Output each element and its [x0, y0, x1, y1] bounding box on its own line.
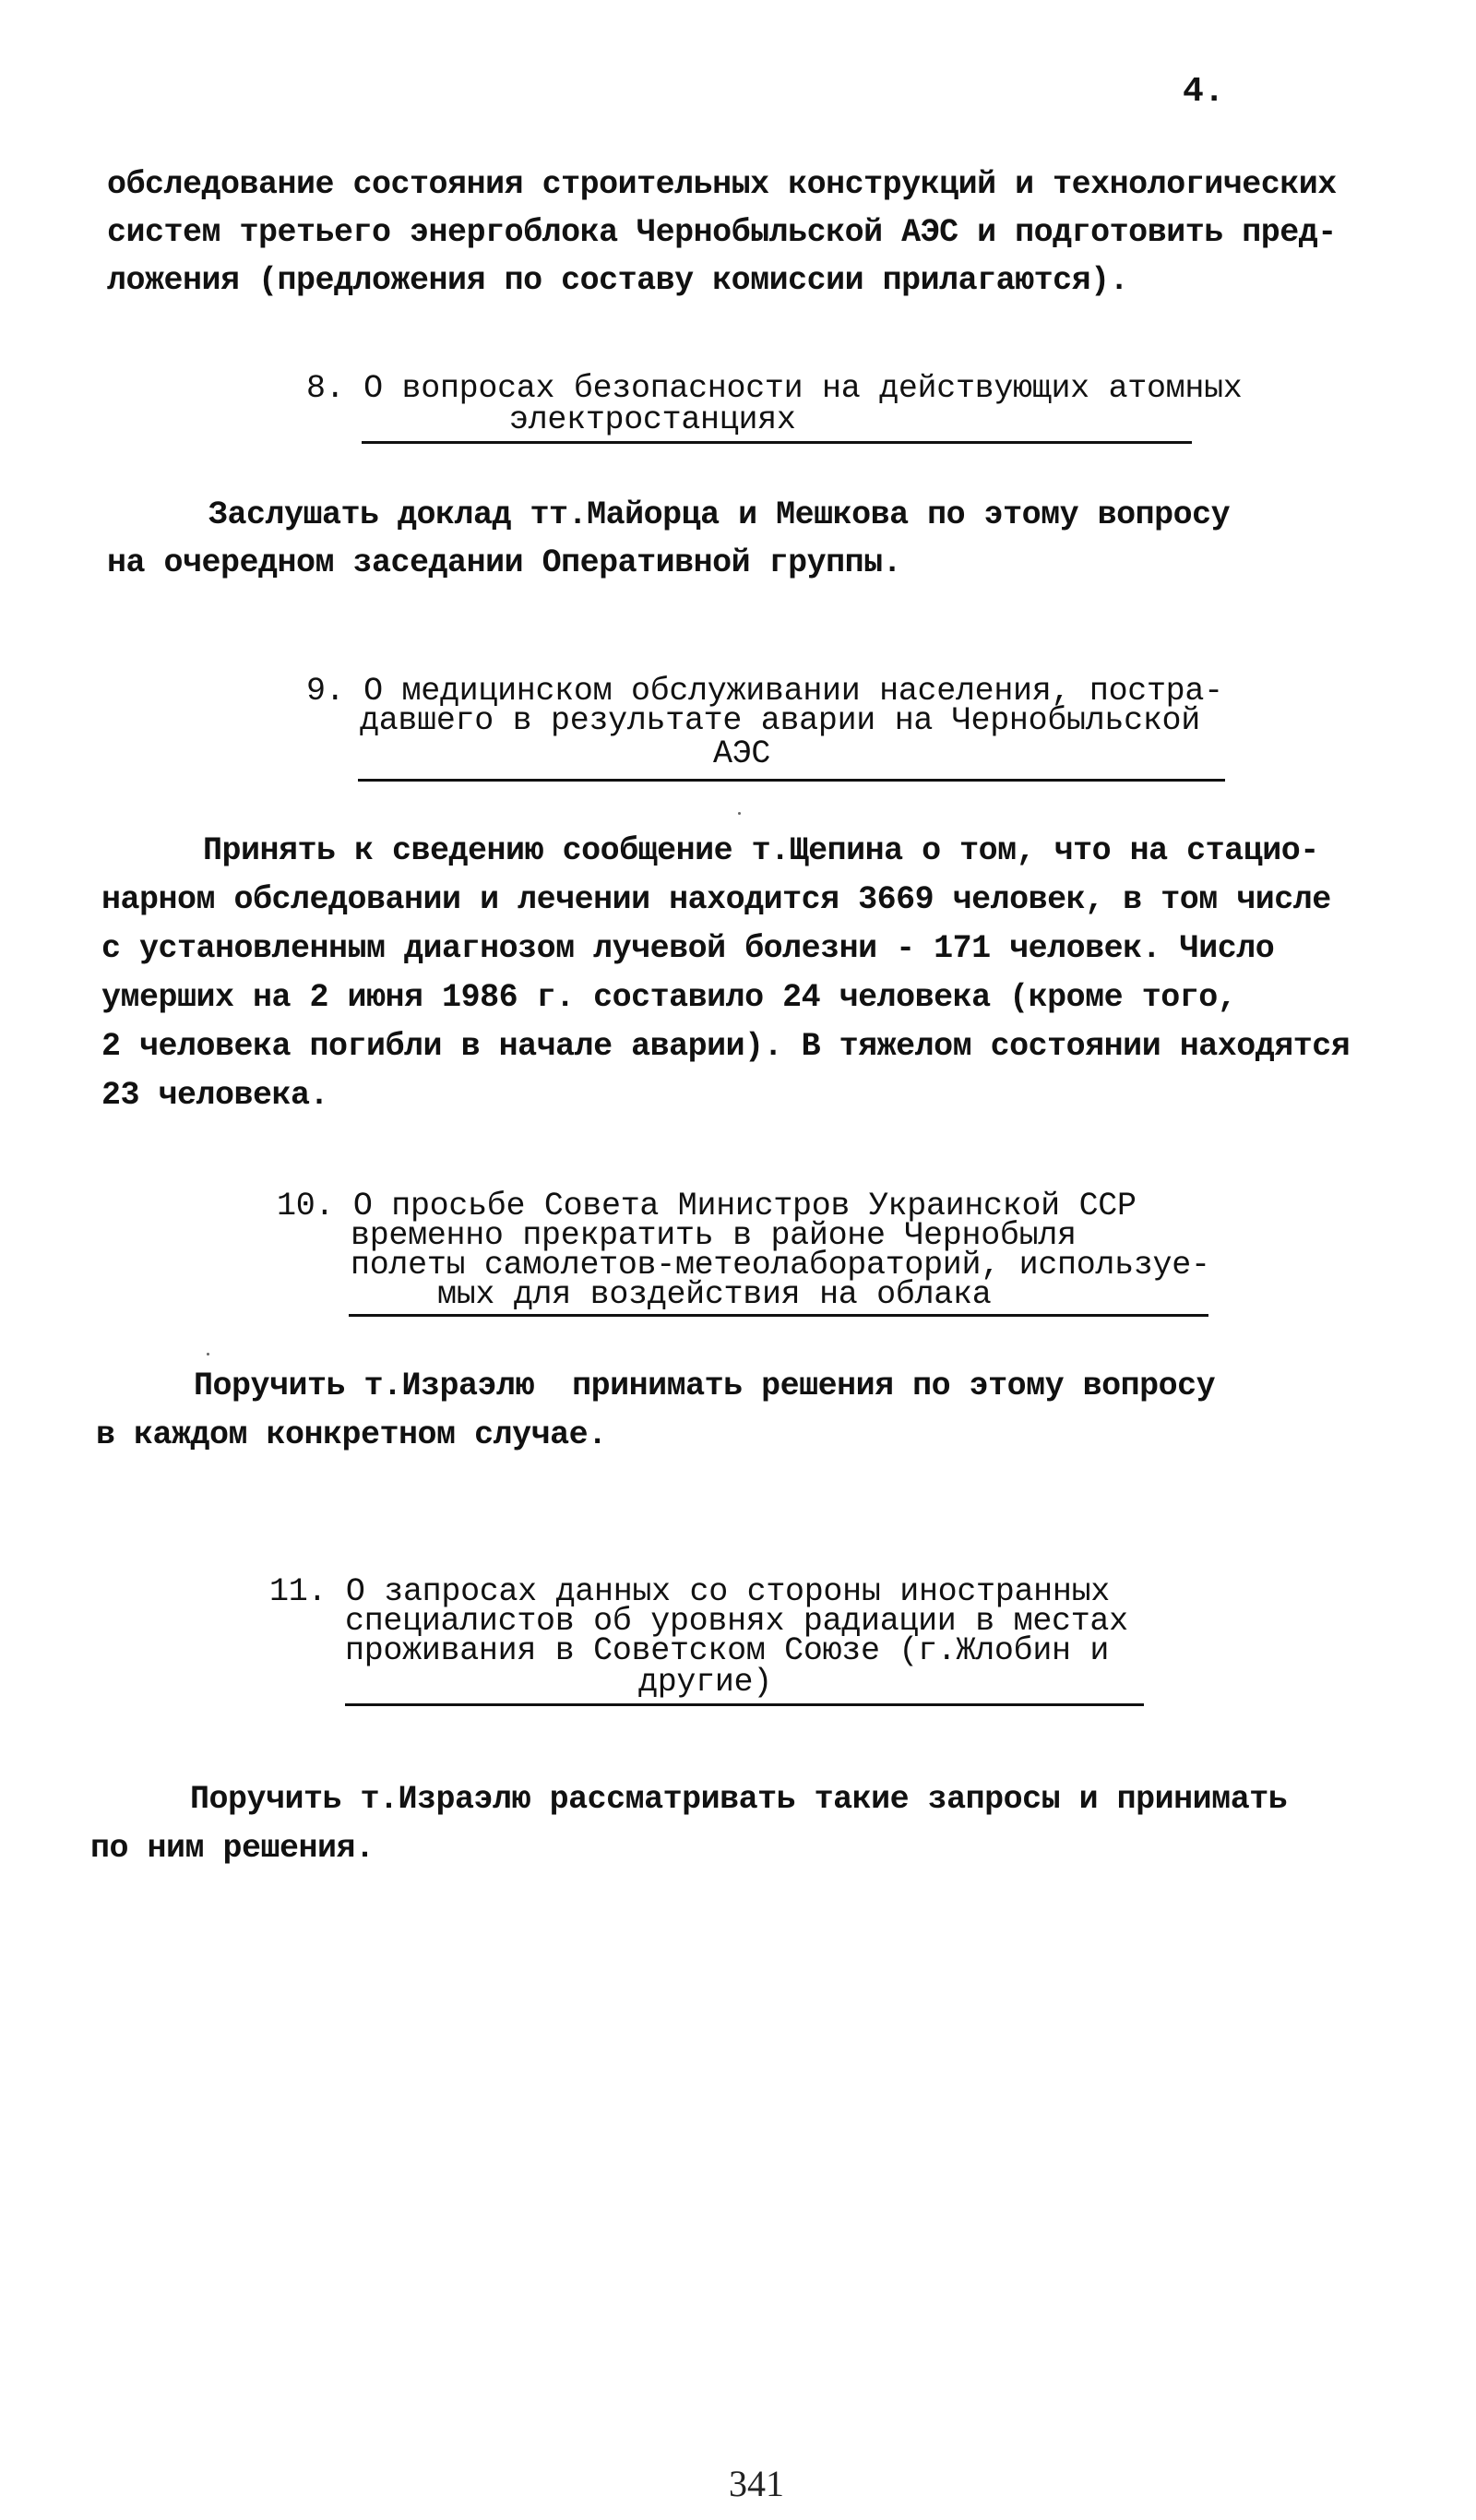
section-11-heading-line: проживания в Советском Союзе (г.Жлобин и: [345, 1632, 1110, 1669]
scan-speck: [738, 812, 741, 815]
section-10-heading-line: временно прекратить в районе Чернобыля: [351, 1217, 1077, 1254]
section-8-number: 8.: [306, 370, 345, 407]
section-10-heading-line: полеты самолетов-метеолабораторий, используе-: [351, 1247, 1210, 1284]
archive-page-number: 341: [729, 2463, 784, 2504]
section-10-underline: [349, 1314, 1208, 1317]
section-9-heading-line: АЭС: [713, 735, 771, 772]
section-9-underline: [358, 779, 1225, 782]
section-10-heading-line: мых для воздействия на облака: [437, 1276, 992, 1313]
section-8-heading-line: электростанциях: [509, 401, 796, 438]
section-10-body-line: в каждом конкретном случае.: [96, 1416, 607, 1453]
page-number: 4.: [1183, 72, 1225, 112]
section-11-heading-line: другие): [638, 1664, 772, 1701]
intro-line: систем третьего энергоблока Чернобыльской АЭС и подготовить пред-: [107, 214, 1337, 251]
section-10-heading-text: О просьбе Совета Министров Украинской ССР: [352, 1188, 1137, 1224]
section-8-body-line: на очередном заседании Оперативной группы.: [107, 544, 902, 581]
section-9-body-line: нарном обследовании и лечении находится 3669 человек, в том числе: [101, 881, 1331, 918]
section-8-heading-line: [306, 370, 1243, 407]
section-9-body-line: 2 человека погибли в начале аварии). В тяжелом состоянии находятся: [101, 1028, 1351, 1065]
section-10-body-line: Поручить т.Израэлю принимать решения по этому вопросу: [194, 1367, 1216, 1404]
section-10-number: 10.: [277, 1188, 335, 1224]
section-11-number: 11.: [269, 1573, 327, 1610]
scan-speck: [207, 1353, 209, 1356]
section-9-number: 9.: [306, 673, 345, 710]
section-8-body-line: Заслушать доклад тт.Майорца и Мешкова по этому вопросу: [208, 496, 1231, 533]
section-11-heading-line: специалистов об уровнях радиации в местах: [345, 1603, 1128, 1640]
section-9-body-line: Принять к сведению сообщение т.Щепина о том, что на стацио-: [203, 832, 1319, 869]
intro-line: обследование состояния строительных конструкций и технологических: [107, 166, 1337, 203]
section-8-underline: [362, 441, 1192, 444]
section-9-body-line: с установленным диагнозом лучевой болезни - 171 человек. Число: [101, 930, 1275, 967]
section-9-heading-text: О медицинском обслуживании населения, постра-: [363, 673, 1223, 710]
section-11-heading-text: О запросах данных со стороны иностранных: [345, 1573, 1110, 1610]
section-9-body-line: 23 человека.: [101, 1077, 329, 1114]
section-9-heading-line: давшего в результате аварии на Чернобыльской: [360, 702, 1200, 739]
section-11-underline: [345, 1703, 1144, 1706]
section-11-body-line: Поручить т.Израэлю рассматривать такие запросы и принимать: [190, 1781, 1288, 1818]
section-11-body-line: по ним решения.: [90, 1830, 375, 1867]
intro-line: ложения (предложения по составу комиссии прилагаются).: [107, 262, 1129, 299]
section-9-body-line: умерших на 2 июня 1986 г. составило 24 человека (кроме того,: [101, 979, 1237, 1016]
section-8-heading-text: О вопросах безопасности на действующих атомных: [363, 370, 1243, 407]
